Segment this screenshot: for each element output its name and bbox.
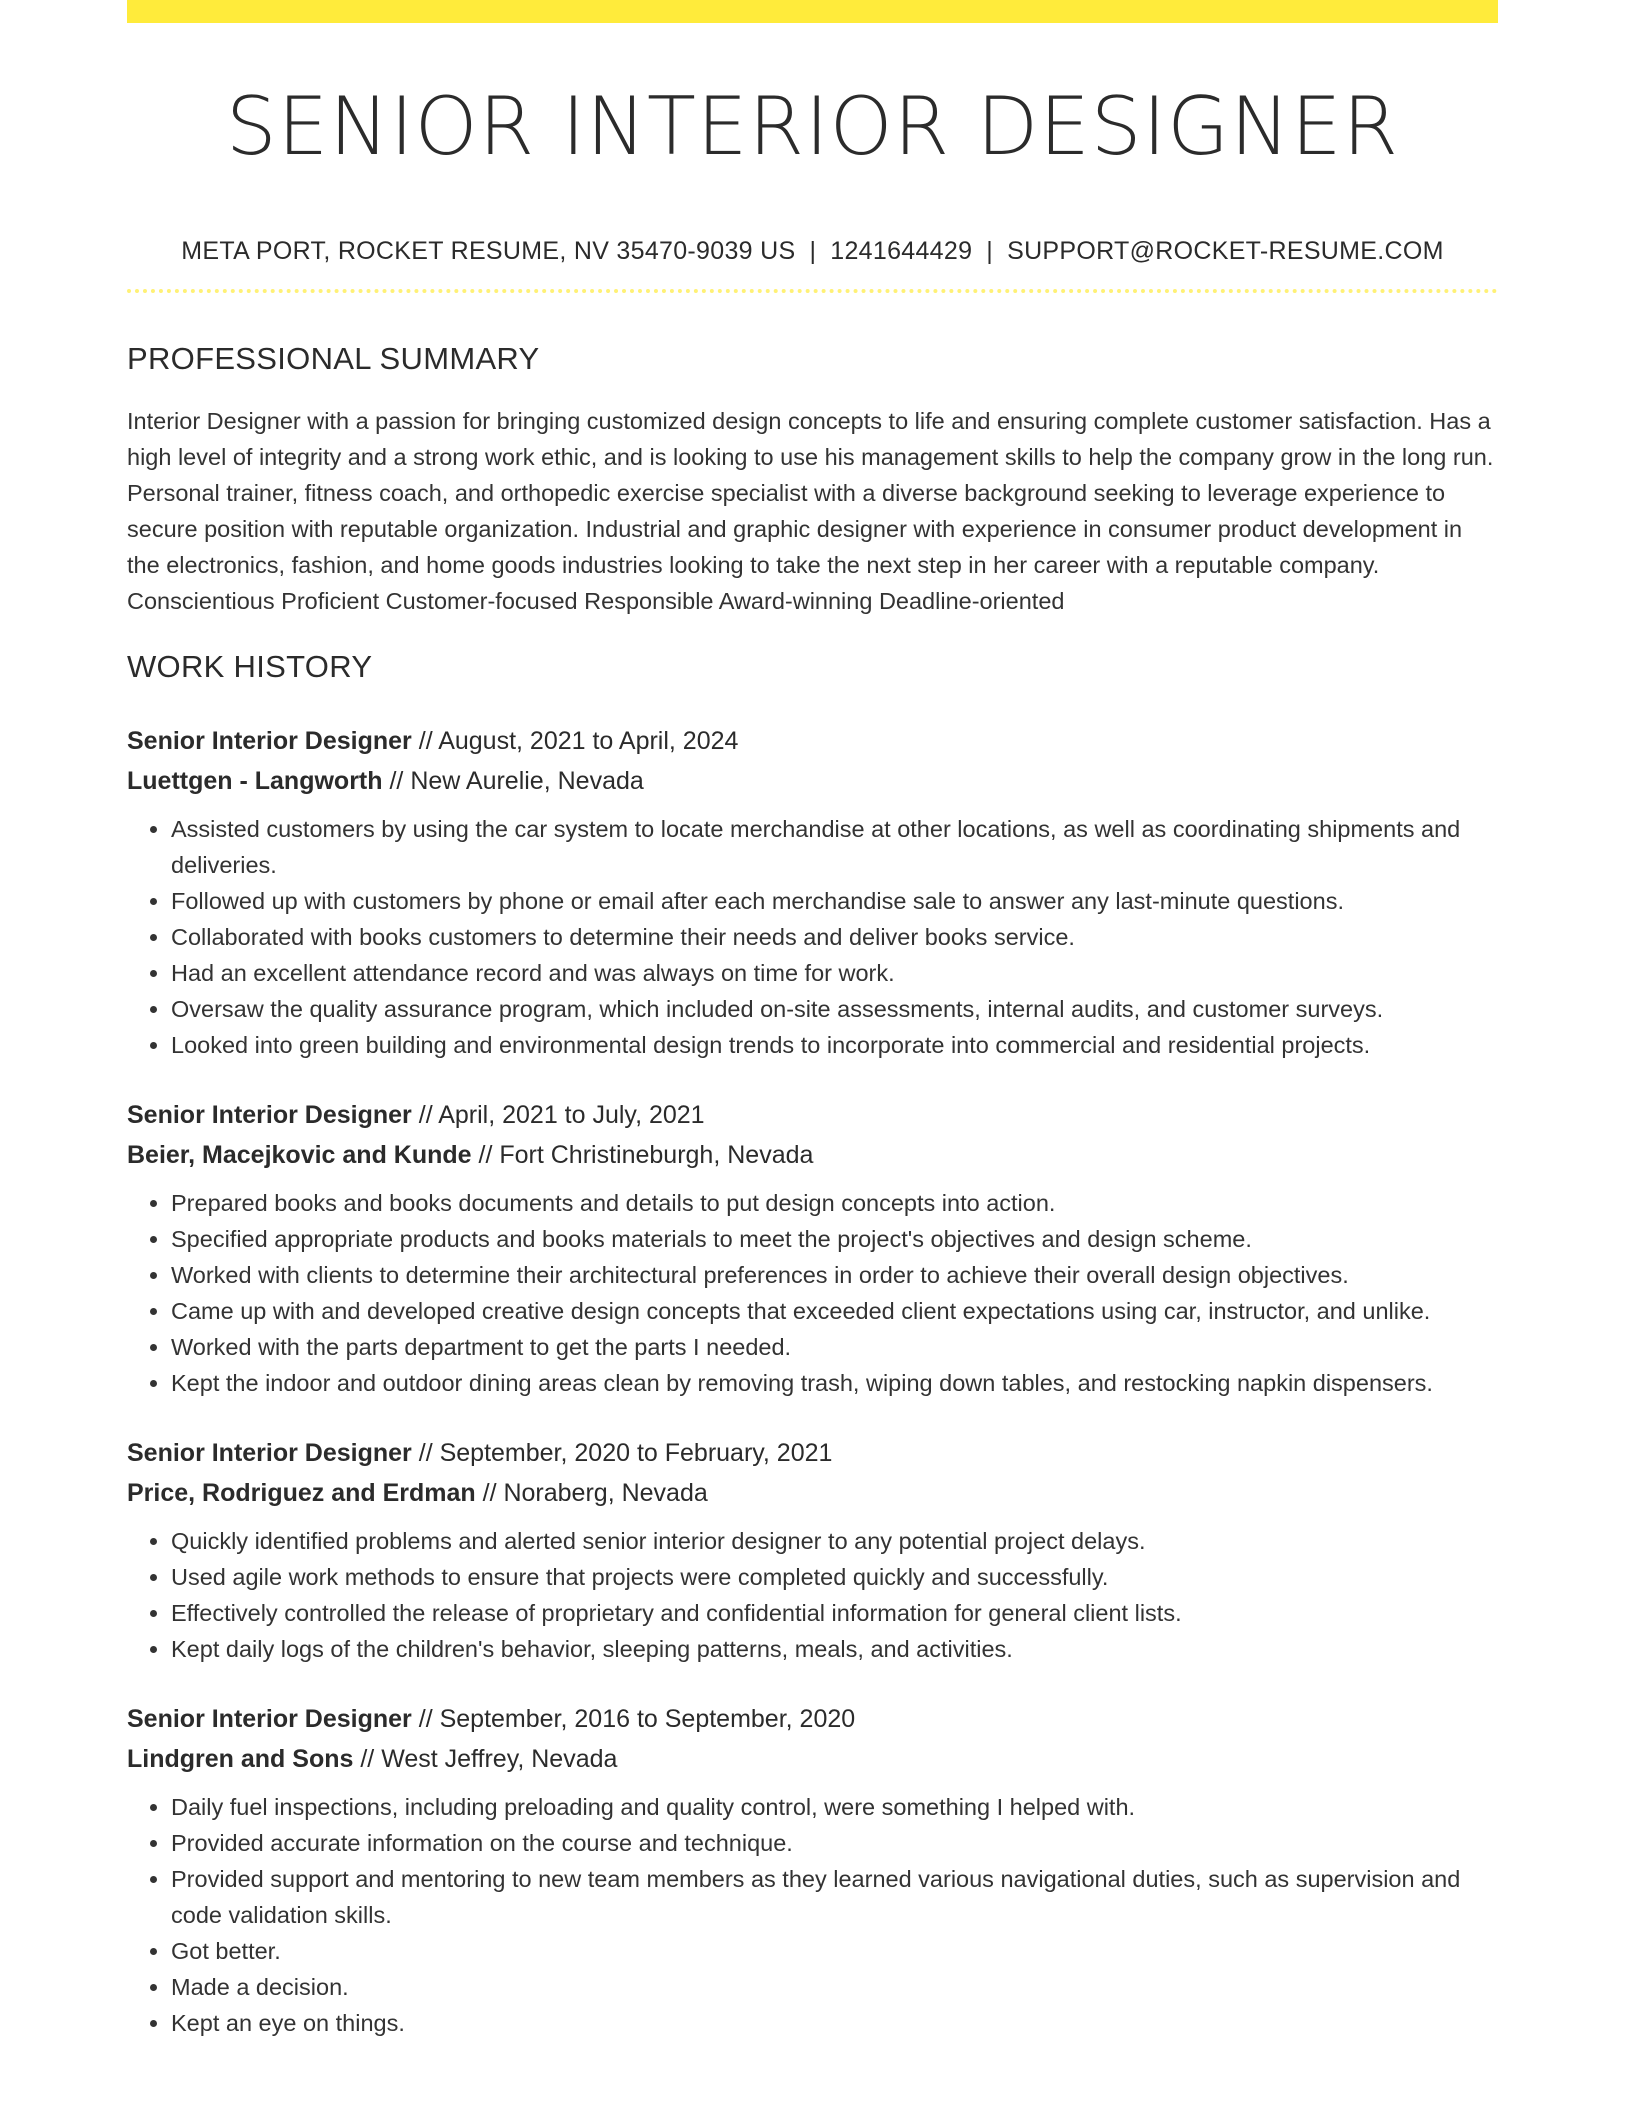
job-title-line: [127, 1433, 1498, 1473]
job-company-line: [127, 1473, 1498, 1513]
job-bullet: • Quickly identified problems and alerted senior interior designer to any potential project delays.: [171, 1523, 1498, 1559]
job-entry: [127, 1095, 1498, 1401]
job-company: Beier, Macejkovic and Kunde: [127, 1141, 472, 1169]
work-history-heading: WORK HISTORY: [127, 649, 373, 684]
dotted-divider: [127, 289, 1498, 293]
job-location: // West Jeffrey, Nevada: [353, 1745, 618, 1773]
job-title-line: [127, 1095, 1498, 1135]
job-company: Price, Rodriguez and Erdman: [127, 1479, 476, 1507]
job-entry: [127, 721, 1498, 1063]
job-bullet: • Followed up with customers by phone or email after each merchandise sale to answer any last-minute questions.: [171, 883, 1498, 919]
resume-page: [127, 0, 1498, 2041]
job-dates: // April, 2021 to July, 2021: [411, 1101, 705, 1129]
contact-line: [127, 235, 1498, 267]
job-title: Senior Interior Designer: [127, 1101, 412, 1129]
job-title: Senior Interior Designer: [127, 727, 412, 755]
job-bullets: [127, 1523, 1498, 1667]
job-company: Luettgen - Langworth: [127, 767, 383, 795]
contact-separator: |: [986, 237, 994, 265]
job-bullet: • Provided support and mentoring to new team members as they learned various navigational duties, such as supervision and code validation skills.: [171, 1861, 1498, 1933]
resume-title: SENIOR INTERIOR DESIGNER: [225, 80, 1400, 173]
work-history-list: [127, 721, 1498, 2041]
contact-email[interactable]: SUPPORT@ROCKET-RESUME.COM: [1007, 237, 1444, 265]
job-location: // Fort Christineburgh, Nevada: [471, 1141, 814, 1169]
job-location: // New Aurelie, Nevada: [382, 767, 644, 795]
job-bullet: • Had an excellent attendance record and was always on time for work.: [171, 955, 1498, 991]
job-bullet: • Used agile work methods to ensure that projects were completed quickly and successfully.: [171, 1559, 1498, 1595]
job-bullets: [127, 1789, 1498, 2041]
contact-address: META PORT, ROCKET RESUME, NV 35470-9039 US: [181, 237, 796, 265]
job-bullet: • Came up with and developed creative design concepts that exceeded client expectations using car, instructor, and unlike.: [171, 1293, 1498, 1329]
job-bullet: • Assisted customers by using the car system to locate merchandise at other locations, as well as coordinating shipments and deliveries.: [171, 811, 1498, 883]
job-bullet: • Kept the indoor and outdoor dining areas clean by removing trash, wiping down tables, and restocking napkin dispensers.: [171, 1365, 1498, 1401]
summary-text: Interior Designer with a passion for bringing customized design concepts to life and ensuring complete customer satisfaction. Has a high level of integrity and a strong work ethic, and is looking to use his management skills to help the company grow in the long run. Personal trainer, fitness coach, and orthopedic exercise specialist with a diverse background seeking to leverage experience to secure position with reputable organization. Industrial and graphic designer with experience in consumer product development in the electronics, fashion, and home goods industries looking to take the next step in her career with a reputable company. Conscientious Proficient Customer-focused Responsible Award-winning Deadline-oriented: [127, 408, 1494, 614]
job-entry: [127, 1433, 1498, 1667]
job-bullet: • Kept an eye on things.: [171, 2005, 1498, 2041]
job-bullet: • Collaborated with books customers to determine their needs and deliver books service.: [171, 919, 1498, 955]
job-bullet: • Kept daily logs of the children's behavior, sleeping patterns, meals, and activities.: [171, 1631, 1498, 1667]
job-company-line: [127, 761, 1498, 801]
job-bullet: • Made a decision.: [171, 1969, 1498, 2005]
job-dates: // September, 2016 to September, 2020: [411, 1705, 856, 1733]
job-company-line: [127, 1135, 1498, 1175]
job-bullet: • Worked with the parts department to get the parts I needed.: [171, 1329, 1498, 1365]
accent-bar: [127, 0, 1498, 23]
job-bullets: [127, 811, 1498, 1063]
job-title: Senior Interior Designer: [127, 1439, 412, 1467]
job-bullet: • Daily fuel inspections, including preloading and quality control, were something I helped with.: [171, 1789, 1498, 1825]
job-bullet: • Got better.: [171, 1933, 1498, 1969]
job-company-line: [127, 1739, 1498, 1779]
job-bullet: • Specified appropriate products and books materials to meet the project's objectives and design scheme.: [171, 1221, 1498, 1257]
job-bullet: • Worked with clients to determine their architectural preferences in order to achieve their overall design objectives.: [171, 1257, 1498, 1293]
job-company: Lindgren and Sons: [127, 1745, 354, 1773]
job-title-line: [127, 1699, 1498, 1739]
job-dates: // September, 2020 to February, 2021: [411, 1439, 833, 1467]
job-title: Senior Interior Designer: [127, 1705, 412, 1733]
job-dates: // August, 2021 to April, 2024: [411, 727, 739, 755]
job-bullet: • Looked into green building and environmental design trends to incorporate into commercial and residential projects.: [171, 1027, 1498, 1063]
job-bullet: • Prepared books and books documents and details to put design concepts into action.: [171, 1185, 1498, 1221]
job-bullet: • Provided accurate information on the course and technique.: [171, 1825, 1498, 1861]
summary-heading: PROFESSIONAL SUMMARY: [127, 341, 540, 376]
contact-phone[interactable]: 1241644429: [830, 237, 973, 265]
job-location: // Noraberg, Nevada: [475, 1479, 708, 1507]
job-title-line: [127, 721, 1498, 761]
job-entry: [127, 1699, 1498, 2041]
contact-separator: |: [809, 237, 817, 265]
job-bullet: • Effectively controlled the release of proprietary and confidential information for general client lists.: [171, 1595, 1498, 1631]
job-bullet: • Oversaw the quality assurance program, which included on-site assessments, internal audits, and customer surveys.: [171, 991, 1498, 1027]
job-bullets: [127, 1185, 1498, 1401]
